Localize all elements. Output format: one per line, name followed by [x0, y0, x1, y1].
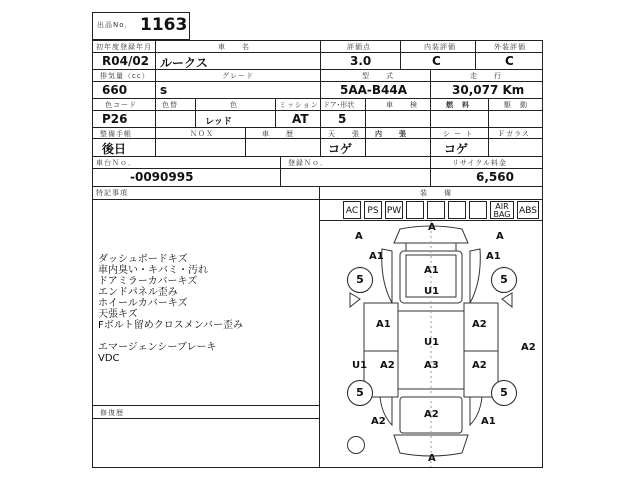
label-exterior: 外装評価 [494, 43, 526, 51]
damage-mark: A2 [521, 342, 536, 353]
value-doors: 5 [338, 112, 347, 126]
value-chassis: -0090995 [130, 170, 194, 184]
label-doors: ドア･形状 [323, 101, 355, 109]
note-item: Fボルト留めクロスメンバー歪み [98, 320, 244, 331]
value-interior: C [432, 54, 441, 68]
damage-mark: A3 [424, 360, 439, 371]
tyre-front-left: 5 [347, 267, 373, 293]
label-year: 初年度登録年月 [96, 43, 152, 51]
value-grade: s [160, 83, 168, 97]
equip-abs: ABS [517, 201, 539, 219]
note-item: エマージェンシーブレーキ [98, 342, 217, 353]
lot-number: 1163 [140, 15, 188, 35]
value-model: 5AA-B44A [340, 83, 408, 97]
note-item: 車内臭い・キバミ・汚れ [98, 265, 208, 276]
label-seat: シ ー ト [443, 130, 474, 138]
damage-mark: U1 [424, 286, 440, 297]
label-color-type: 色替 [162, 101, 178, 109]
label-mileage: 走 行 [470, 72, 502, 80]
note-item: ドアミラーカバーキズ [98, 276, 198, 287]
value-score: 3.0 [350, 54, 372, 68]
value-mileage: 30,077 Km [452, 83, 525, 97]
tyre-front-right: 5 [491, 267, 517, 293]
notes-list [98, 254, 243, 364]
note-item: ホイールカバーキズ [98, 298, 188, 309]
damage-mark: A1 [376, 319, 391, 330]
damage-mark: A1 [424, 265, 439, 276]
value-year: R04/02 [102, 54, 150, 68]
value-ceiling: コゲ [328, 142, 353, 156]
damage-mark: U1 [424, 337, 440, 348]
label-score: 評価点 [347, 43, 371, 51]
damage-mark: A [355, 231, 363, 242]
label-model: 型 式 [362, 72, 394, 80]
damage-mark: A2 [371, 416, 386, 427]
note-item [98, 331, 243, 342]
label-mission: ミッション [279, 101, 319, 109]
value-seat: コゲ [444, 142, 469, 156]
value-manual: 後日 [102, 142, 127, 156]
value-mission: AT [292, 112, 309, 126]
note-item: VDC [98, 353, 120, 364]
label-interior: 内装評価 [424, 43, 456, 51]
label-glass: Ｆガラス [498, 130, 530, 138]
equip-slot [406, 201, 424, 219]
label-drive: 駆 動 [504, 101, 528, 109]
damage-mark: A1 [369, 251, 384, 262]
equip-pw: PW [385, 201, 403, 219]
note-item: エンドパネル歪み [98, 287, 178, 298]
equip-ac: AC [343, 201, 361, 219]
label-displacement: 排気量（cc） [100, 72, 150, 80]
damage-mark: A1 [486, 251, 501, 262]
note-item: ダッシュボードキズ [98, 254, 188, 265]
equip-slot [448, 201, 466, 219]
label-inner: 内 張 [375, 130, 407, 138]
damage-mark: A [428, 222, 436, 233]
label-vehicle: 車 検 [386, 101, 418, 109]
value-recycle: 6,560 [476, 170, 514, 184]
tyre-rear-left: 5 [347, 380, 373, 406]
damage-mark: A [428, 453, 436, 464]
note-item: 天張キズ [98, 309, 138, 320]
damage-mark: A1 [481, 416, 496, 427]
label-equipment: 装 備 [420, 189, 452, 197]
label-repair: 修復歴 [100, 409, 124, 417]
label-recycle: リサイクル料金 [452, 159, 508, 167]
equip-slot [469, 201, 487, 219]
label-name: 車 名 [218, 43, 250, 51]
label-grade: グレード [222, 72, 254, 80]
lot-label: 出品No． [97, 21, 133, 29]
label-color-code: 色コード [105, 101, 137, 109]
damage-mark: A2 [472, 319, 487, 330]
label-color: 色 [230, 101, 238, 109]
damage-mark: A2 [380, 360, 395, 371]
value-color-code: P26 [102, 112, 128, 126]
label-chassis: 車台Ｎｏ． [96, 159, 136, 167]
damage-mark: A [496, 231, 504, 242]
label-reg: 登録Ｎｏ． [288, 159, 328, 167]
equip-airbag: AIR BAG [490, 201, 514, 219]
value-name: ルークス [160, 56, 208, 70]
damage-mark: A2 [472, 360, 487, 371]
value-displacement: 660 [102, 83, 128, 97]
tyre-rear-right: 5 [491, 380, 517, 406]
label-manual: 整備手帳 [100, 130, 132, 138]
label-fuel: 燃 料 [446, 101, 470, 109]
label-history: 車 歴 [262, 130, 294, 138]
damage-mark: A2 [424, 409, 439, 420]
value-color: レッド [205, 117, 232, 127]
equip-slot [427, 201, 445, 219]
value-exterior: C [505, 54, 514, 68]
label-ceiling: 天 張 [328, 130, 360, 138]
label-nox: ＮＯＸ [190, 130, 214, 138]
equip-ps: PS [364, 201, 382, 219]
label-notes: 特記事項 [96, 189, 128, 197]
spare-tyre-icon [347, 436, 365, 454]
damage-mark: U1 [352, 360, 368, 371]
